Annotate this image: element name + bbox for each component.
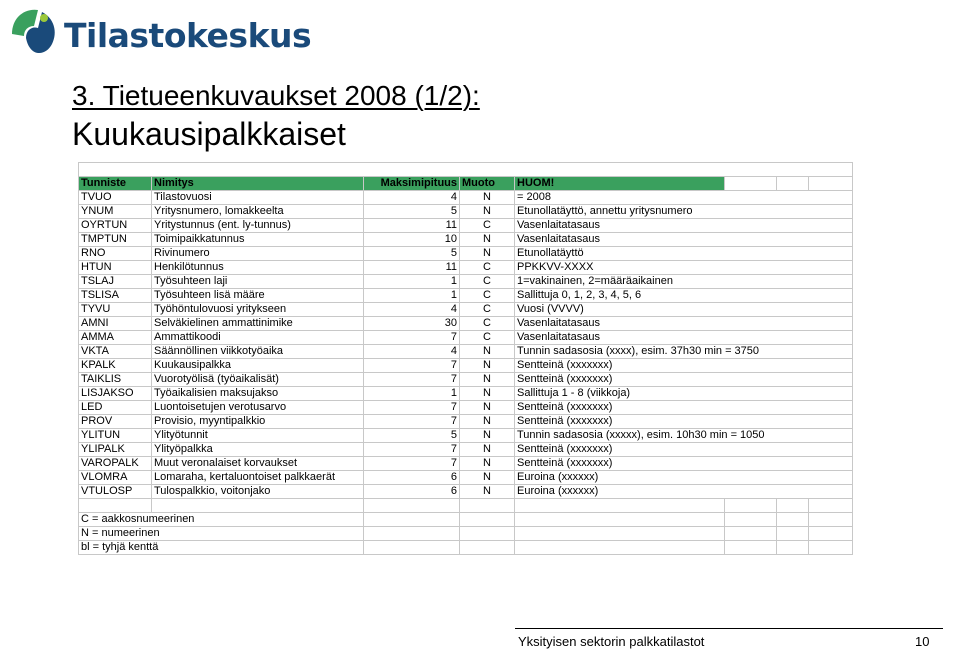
empty-cell <box>725 177 777 191</box>
table-row <box>79 373 853 387</box>
table-cell: 1 <box>364 275 460 289</box>
page-number: 10 <box>915 634 930 649</box>
empty-cell <box>809 527 853 541</box>
table-cell: C <box>460 317 515 331</box>
table-row <box>79 401 853 415</box>
table-cell: Selväkielinen ammattinimike <box>152 317 364 331</box>
table-row <box>79 443 853 457</box>
table-cell: Etunollatäyttö <box>515 247 853 261</box>
table-cell: N <box>460 415 515 429</box>
table-cell: OYRTUN <box>79 219 152 233</box>
empty-cell <box>364 513 460 527</box>
header-cell: HUOM! <box>515 177 725 191</box>
table-cell: Sentteinä (xxxxxxx) <box>515 359 853 373</box>
table-cell: Vasenlaitatasaus <box>515 317 853 331</box>
table-cell: Muut veronalaiset korvaukset <box>152 457 364 471</box>
empty-cell <box>777 527 809 541</box>
table-cell: Provisio, myyntipalkkio <box>152 415 364 429</box>
table-cell: = 2008 <box>515 191 853 205</box>
table-cell: Yritysnumero, lomakkeelta <box>152 205 364 219</box>
table-row <box>79 415 853 429</box>
table-cell: Sentteinä (xxxxxxx) <box>515 443 853 457</box>
table-cell: TSLAJ <box>79 275 152 289</box>
table-cell: Työhöntulovuosi yritykseen <box>152 303 364 317</box>
table-row <box>79 485 853 499</box>
table-cell: PPKKVV-XXXX <box>515 261 853 275</box>
table-row <box>79 191 853 205</box>
table-cell: VTULOSP <box>79 485 152 499</box>
table-row <box>79 345 853 359</box>
footer-divider <box>515 628 943 629</box>
table-cell: 11 <box>364 261 460 275</box>
table-cell: Henkilötunnus <box>152 261 364 275</box>
logo-mark-icon <box>4 4 60 64</box>
table-cell: TVUO <box>79 191 152 205</box>
table-cell: 4 <box>364 345 460 359</box>
table-row <box>79 471 853 485</box>
table-cell: 6 <box>364 471 460 485</box>
table-row <box>79 429 853 443</box>
empty-cell <box>809 513 853 527</box>
table-cell: N <box>460 205 515 219</box>
table-cell: Tulospalkkio, voitonjako <box>152 485 364 499</box>
table-row <box>79 275 853 289</box>
table-cell: C <box>460 261 515 275</box>
table-cell: Työsuhteen laji <box>152 275 364 289</box>
table-cell: Luontoisetujen verotusarvo <box>152 401 364 415</box>
table-cell: 5 <box>364 205 460 219</box>
table-cell: Vasenlaitatasaus <box>515 219 853 233</box>
header-cell: Nimitys <box>152 177 364 191</box>
table-cell: Sallittuja 0, 1, 2, 3, 4, 5, 6 <box>515 289 853 303</box>
table-cell: YLITUN <box>79 429 152 443</box>
empty-cell <box>515 541 725 555</box>
table-cell: Työaikalisien maksujakso <box>152 387 364 401</box>
empty-cell <box>515 527 725 541</box>
table-cell: AMMA <box>79 331 152 345</box>
table-cell: TYVU <box>79 303 152 317</box>
legend-row <box>79 527 853 541</box>
table-cell: VKTA <box>79 345 152 359</box>
table-cell: C <box>460 289 515 303</box>
empty-cell <box>460 541 515 555</box>
table-cell: Yritystunnus (ent. ly-tunnus) <box>152 219 364 233</box>
table-cell: TAIKLIS <box>79 373 152 387</box>
table-cell: 7 <box>364 401 460 415</box>
table-cell: 10 <box>364 233 460 247</box>
table-cell: VLOMRA <box>79 471 152 485</box>
empty-cell <box>515 499 725 513</box>
table-cell: Sentteinä (xxxxxxx) <box>515 401 853 415</box>
table-cell: VAROPALK <box>79 457 152 471</box>
empty-cell <box>460 527 515 541</box>
table-cell: N <box>460 191 515 205</box>
empty-cell <box>364 541 460 555</box>
empty-cell <box>460 499 515 513</box>
table-cell: N <box>460 387 515 401</box>
table-row <box>79 289 853 303</box>
tilastokeskus-logo <box>4 4 312 64</box>
table-cell: 30 <box>364 317 460 331</box>
empty-cell <box>809 177 853 191</box>
table-cell: YLIPALK <box>79 443 152 457</box>
table-cell: Euroina (xxxxxx) <box>515 485 853 499</box>
table-row <box>79 247 853 261</box>
table-cell: 5 <box>364 247 460 261</box>
table-row <box>79 303 853 317</box>
table-cell: N <box>460 429 515 443</box>
table-cell: 7 <box>364 359 460 373</box>
empty-cell <box>809 499 853 513</box>
table-cell: LED <box>79 401 152 415</box>
table-cell: RNO <box>79 247 152 261</box>
table-cell: Kuukausipalkka <box>152 359 364 373</box>
table-cell: N <box>460 401 515 415</box>
table-cell: N <box>460 233 515 247</box>
legend-text: C = aakkosnumeerinen <box>79 513 364 527</box>
record-description-table <box>78 162 853 555</box>
table-cell: Vasenlaitatasaus <box>515 331 853 345</box>
blank-row <box>79 499 853 513</box>
table-cell: N <box>460 247 515 261</box>
table-cell: Työsuhteen lisä määre <box>152 289 364 303</box>
table-cell: Rivinumero <box>152 247 364 261</box>
table-cell: Ammattikoodi <box>152 331 364 345</box>
table-cell: 6 <box>364 485 460 499</box>
table-cell: PROV <box>79 415 152 429</box>
header-cell: Maksimipituus <box>364 177 460 191</box>
table-row <box>79 359 853 373</box>
empty-cell <box>777 499 809 513</box>
table-cell: HTUN <box>79 261 152 275</box>
table-cell: 7 <box>364 443 460 457</box>
table-cell: Sallittuja 1 - 8 (viikkoja) <box>515 387 853 401</box>
table-cell: YNUM <box>79 205 152 219</box>
spacer-row <box>79 163 853 177</box>
table-row <box>79 219 853 233</box>
legend-row <box>79 541 853 555</box>
table-cell: 7 <box>364 457 460 471</box>
empty-cell <box>460 513 515 527</box>
table-cell: 7 <box>364 331 460 345</box>
empty-cell <box>725 527 777 541</box>
empty-cell <box>725 541 777 555</box>
table-cell: Toimipaikkatunnus <box>152 233 364 247</box>
empty-cell <box>809 541 853 555</box>
table-cell: 7 <box>364 373 460 387</box>
table-cell: Euroina (xxxxxx) <box>515 471 853 485</box>
table-cell: Tilastovuosi <box>152 191 364 205</box>
table-cell: N <box>460 485 515 499</box>
table-cell: N <box>460 345 515 359</box>
header-cell: Tunniste <box>79 177 152 191</box>
table-cell: N <box>460 359 515 373</box>
table-cell: KPALK <box>79 359 152 373</box>
table-cell: Tunnin sadasosia (xxxx), esim. 37h30 min = 3750 <box>515 345 853 359</box>
footer-text: Yksityisen sektorin palkkatilastot <box>518 634 705 649</box>
table-cell: Ylityöpalkka <box>152 443 364 457</box>
table-cell: 4 <box>364 191 460 205</box>
table-cell: Vuorotyölisä (työaikalisät) <box>152 373 364 387</box>
table-cell: C <box>460 303 515 317</box>
table-cell: Sentteinä (xxxxxxx) <box>515 457 853 471</box>
table-cell: 11 <box>364 219 460 233</box>
empty-cell <box>515 513 725 527</box>
table-cell: N <box>460 373 515 387</box>
table-cell: TSLISA <box>79 289 152 303</box>
table-cell: 5 <box>364 429 460 443</box>
table-row <box>79 387 853 401</box>
table-cell: 4 <box>364 303 460 317</box>
table-header-row <box>79 177 853 191</box>
empty-cell <box>777 541 809 555</box>
table-cell: TMPTUN <box>79 233 152 247</box>
table-row <box>79 331 853 345</box>
table-cell: 1 <box>364 387 460 401</box>
empty-cell <box>364 527 460 541</box>
legend-text: N = numeerinen <box>79 527 364 541</box>
empty-cell <box>777 177 809 191</box>
table-cell: N <box>460 457 515 471</box>
table-row <box>79 233 853 247</box>
table-cell: AMNI <box>79 317 152 331</box>
empty-cell <box>725 513 777 527</box>
table-cell: Vasenlaitatasaus <box>515 233 853 247</box>
empty-cell <box>364 499 460 513</box>
table-cell: Ylityötunnit <box>152 429 364 443</box>
empty-cell <box>152 499 364 513</box>
table-cell: Sentteinä (xxxxxxx) <box>515 415 853 429</box>
empty-cell <box>79 499 152 513</box>
page-title-line1: 3. Tietueenkuvaukset 2008 (1/2): <box>72 80 480 111</box>
header-cell: Muoto <box>460 177 515 191</box>
table-row <box>79 317 853 331</box>
table-cell: 1 <box>364 289 460 303</box>
table-cell: N <box>460 443 515 457</box>
table-cell: Säännöllinen viikkotyöaika <box>152 345 364 359</box>
table-cell: Lomaraha, kertaluontoiset palkkaerät <box>152 471 364 485</box>
legend-row <box>79 513 853 527</box>
table-cell: 1=vakinainen, 2=määräaikainen <box>515 275 853 289</box>
table-row <box>79 205 853 219</box>
page-title-line2: Kuukausipalkkaiset <box>72 116 346 152</box>
table-cell: N <box>460 471 515 485</box>
table-row <box>79 261 853 275</box>
empty-cell <box>777 513 809 527</box>
logo-text: Tilastokeskus <box>64 16 312 55</box>
table-cell: C <box>460 219 515 233</box>
table-cell: Vuosi (VVVV) <box>515 303 853 317</box>
table-cell: Sentteinä (xxxxxxx) <box>515 373 853 387</box>
table-cell: C <box>460 275 515 289</box>
table-cell: Tunnin sadasosia (xxxxx), esim. 10h30 min = 1050 <box>515 429 853 443</box>
table-cell: Etunollatäyttö, annettu yritysnumero <box>515 205 853 219</box>
table-cell: 7 <box>364 415 460 429</box>
empty-cell <box>725 499 777 513</box>
table-row <box>79 457 853 471</box>
table-cell: C <box>460 331 515 345</box>
table-cell: LISJAKSO <box>79 387 152 401</box>
legend-text: bl = tyhjä kenttä <box>79 541 364 555</box>
